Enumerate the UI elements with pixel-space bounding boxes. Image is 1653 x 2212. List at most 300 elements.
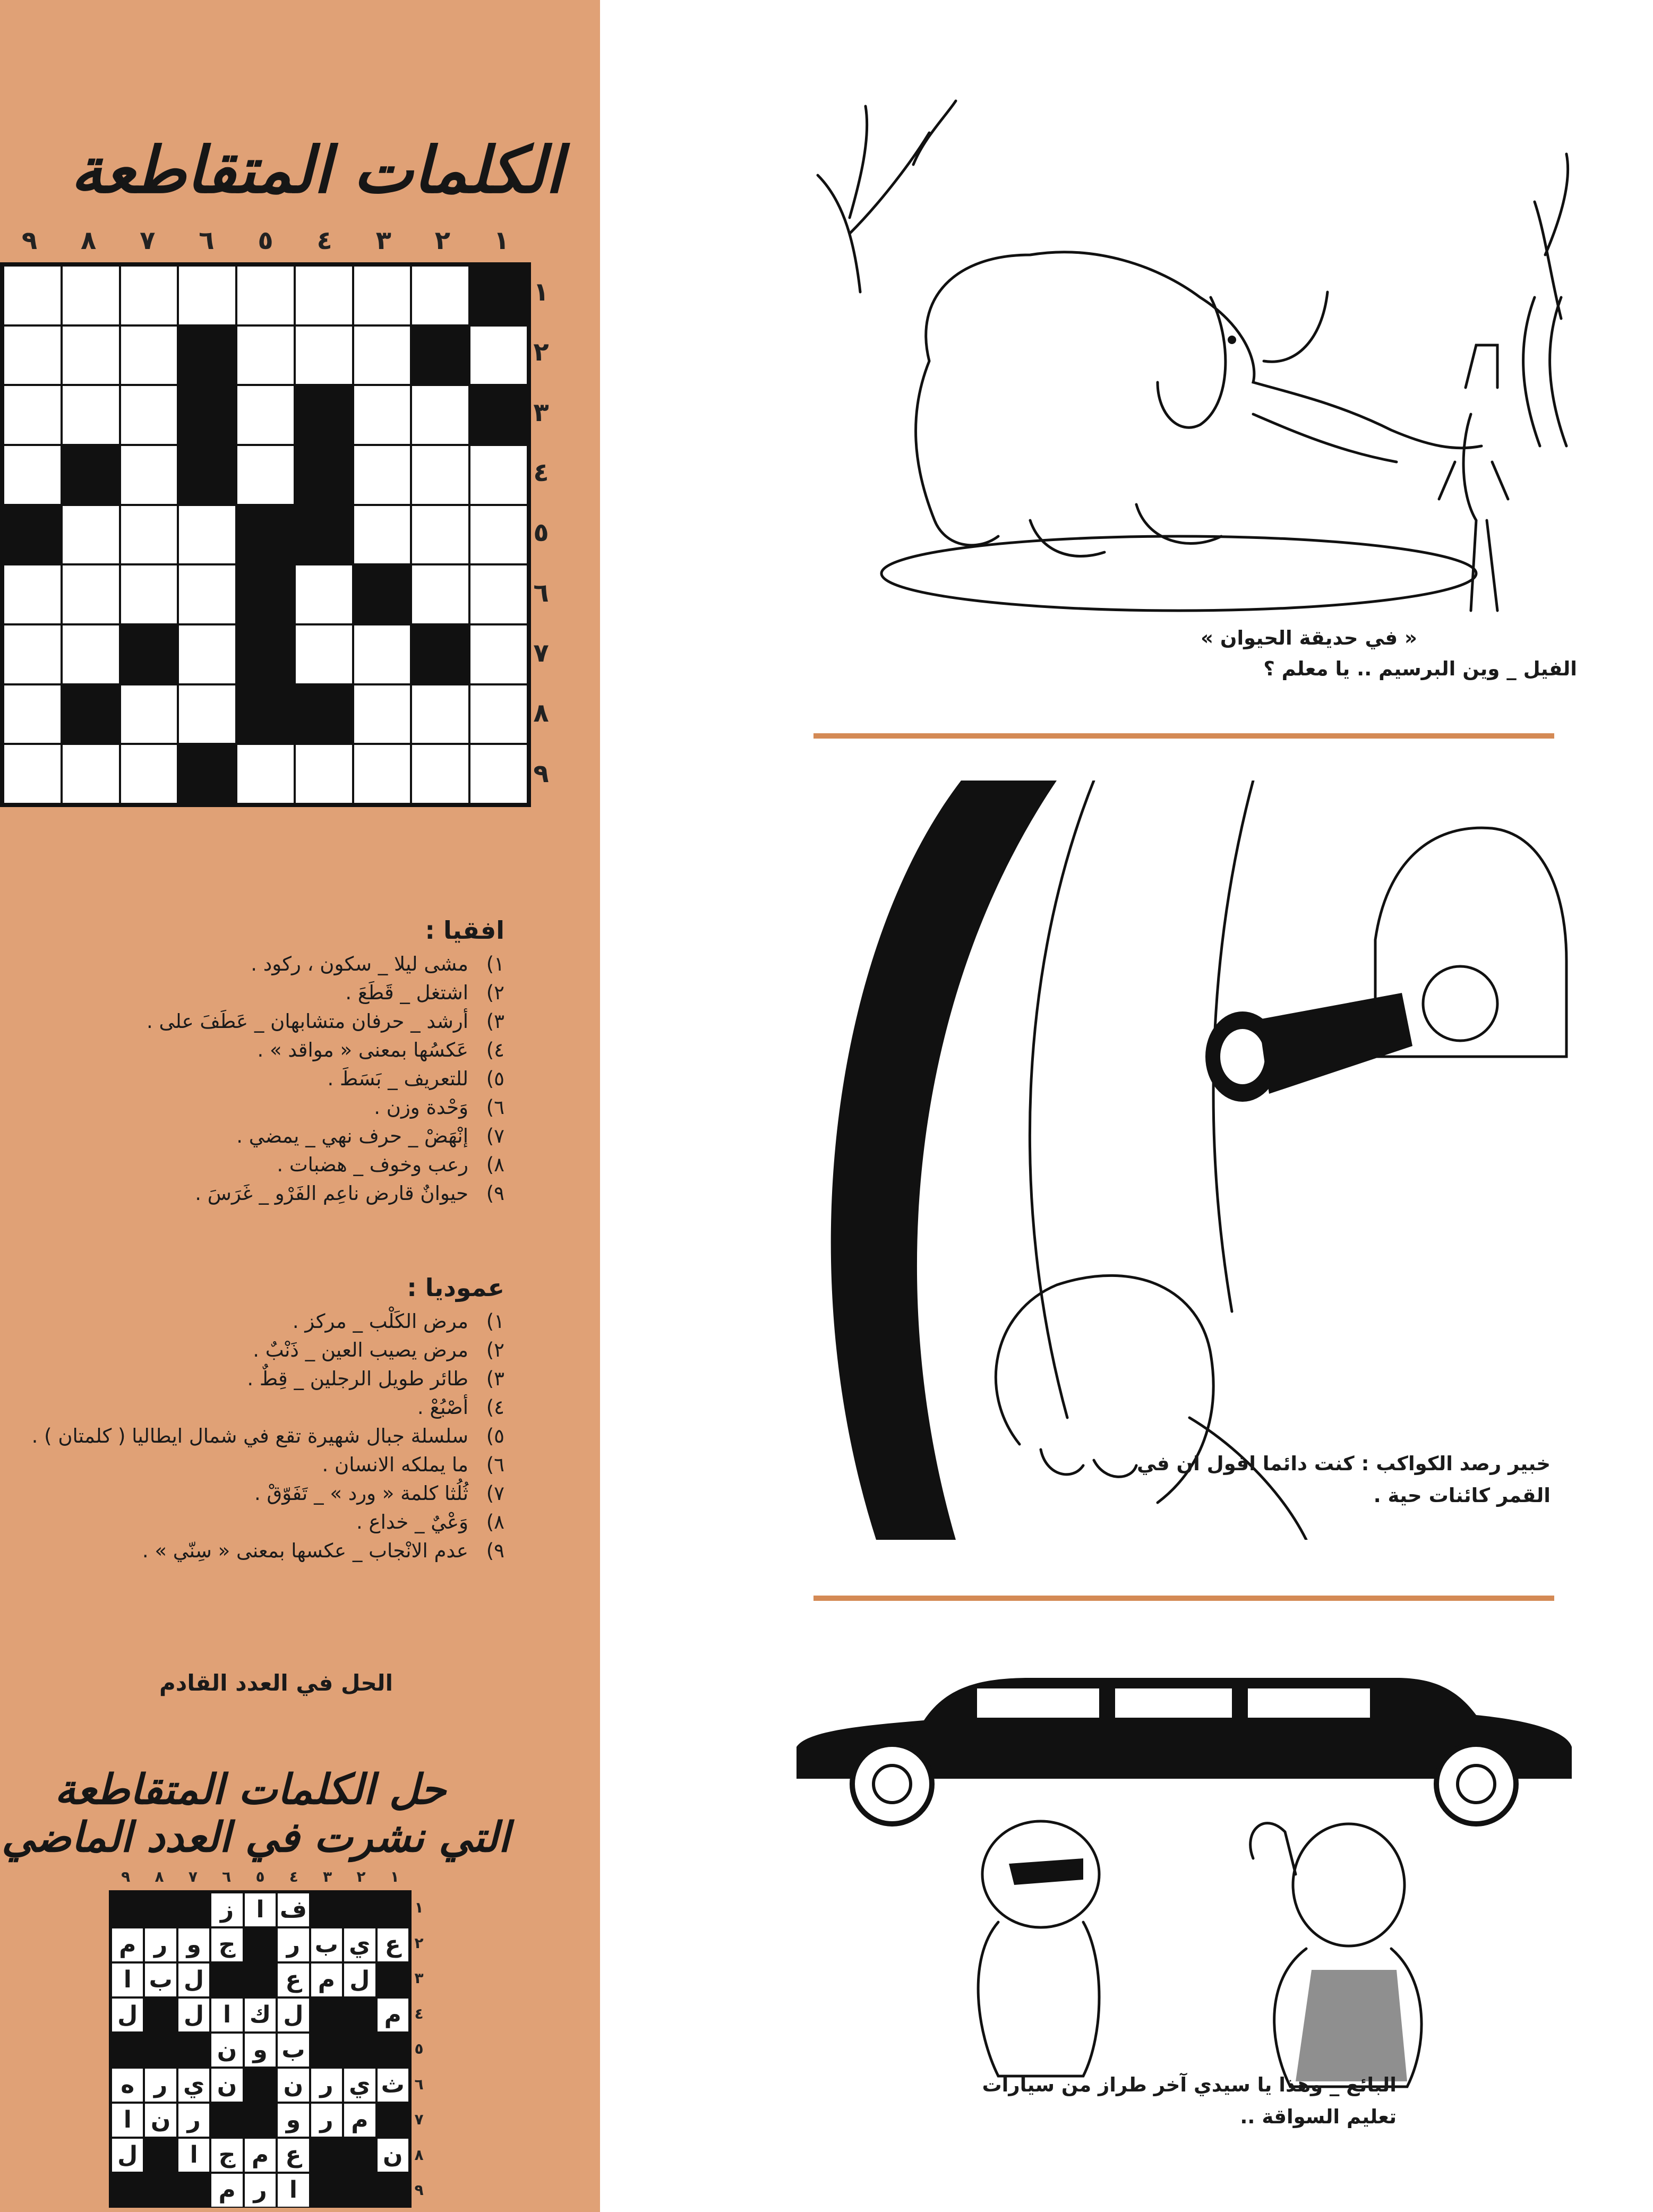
solution-cell: ن [144,2103,177,2138]
main-row-5: ٥ [533,518,549,548]
solution-cell: ر [244,2173,277,2208]
sol-col-6: ٦ [222,1868,232,1885]
crossword-cell[interactable] [178,624,236,684]
across-clue [13,1036,504,1065]
down-clue-list [13,1307,504,1565]
crossword-cell[interactable] [236,744,295,804]
crossword-cell[interactable] [353,385,412,445]
sol-col-2: ٢ [356,1868,366,1885]
fence-arc [1523,297,1566,446]
black-cell [62,684,120,744]
clue-number: ٨) [486,1153,504,1176]
sol-row-2: ٢ [414,1934,424,1952]
solution-cell: ا [111,1962,144,1997]
solution-black-cell [343,2138,376,2173]
solution-black-cell [310,1892,343,1927]
solution-black-cell [376,1962,409,1997]
crossword-cell[interactable] [469,684,528,744]
crossword-cell[interactable] [353,325,412,385]
main-col-3: ٣ [375,226,391,255]
elephant-body [916,252,1481,556]
solution-cell: م [310,1962,343,1997]
solution-cell: ل [343,1962,376,1997]
main-col-5: ٥ [258,226,273,255]
clue-text: حيوانٌ قارض ناعِم الفَرْو _ غَرَسَ . [195,1182,468,1205]
solution-black-cell [210,2103,243,2138]
crossword-cell[interactable] [3,564,62,624]
solution-cell: ع [277,2138,310,2173]
crossword-cell[interactable] [178,684,236,744]
solution-black-cell [111,1892,144,1927]
down-heading: عموديا : [407,1273,504,1302]
clue-number: ٩) [486,1182,504,1205]
black-cell [353,564,412,624]
solution-black-cell [244,1962,277,1997]
solution-black-cell [177,2173,210,2208]
solution-title-line2: التي نشرت في العدد الماضي [2,1813,510,1862]
clue-number: ٤) [486,1396,504,1419]
solution-cell: و [177,1927,210,1962]
clue-text: إنْهَضْ _ حرف نهي _ يمضي . [236,1125,468,1147]
next-issue-note: الحل في العدد القادم [159,1670,393,1696]
sol-col-4: ٤ [289,1868,298,1885]
crossword-cell[interactable] [236,445,295,505]
crossword-grid[interactable] [0,262,531,807]
caption-3-line2: تعليم السواقة .. [1240,2105,1397,2128]
crossword-cell[interactable] [295,624,353,684]
solution-column-numbers [109,1868,412,1885]
elephant-tusk [1264,292,1327,362]
solution-cell: ب [310,1927,343,1962]
black-cell [411,325,469,385]
clue-text: أرشد _ حرفان متشابهان _ عَطَفَ على . [146,1010,468,1033]
crossword-cell[interactable] [469,325,528,385]
solution-black-cell [376,2103,409,2138]
crossword-cell[interactable] [469,624,528,684]
solution-cell: ع [376,1927,409,1962]
solution-title-line1: حل الكلمات المتقاطعة [54,1765,446,1814]
down-clue [13,1537,504,1565]
clue-text: وَعْيٌ _ خداع . [356,1511,468,1533]
crossword-cell[interactable] [62,265,120,325]
across-clue [13,1122,504,1151]
clue-number: ٧) [486,1125,504,1147]
solution-cell: ل [111,2138,144,2173]
black-cell [295,445,353,505]
solution-cell: ز [210,1892,243,1927]
solution-black-cell [177,2033,210,2068]
crossword-cell[interactable] [236,385,295,445]
down-clue [13,1422,504,1451]
sol-row-9: ٩ [414,2181,424,2199]
solution-cell: م [244,2138,277,2173]
crossword-cell[interactable] [62,325,120,385]
crossword-cell[interactable] [295,265,353,325]
clue-text: مشى ليلا _ سكون ، ركود . [251,953,468,975]
solution-black-cell [343,2173,376,2208]
crossword-cell[interactable] [178,564,236,624]
solution-cell: م [210,2173,243,2208]
across-clue [13,950,504,979]
crossword-cell[interactable] [353,505,412,565]
clue-number: ٨) [486,1511,504,1533]
solution-cell: ل [177,1997,210,2033]
black-cell [469,385,528,445]
rear-wheel [1436,1744,1516,1824]
clue-number: ٦) [486,1096,504,1119]
solution-cell: و [244,2033,277,2068]
crossword-cell[interactable] [411,505,469,565]
solution-cell: ل [277,1997,310,2033]
astronomer-coat [1189,1418,1306,1540]
solution-black-cell [144,2138,177,2173]
clue-text: رعب وخوف _ هضبات . [277,1153,468,1176]
main-col-1: ١ [493,226,510,255]
solution-cell: ج [210,2138,243,2173]
sol-col-7: ٧ [188,1868,198,1885]
solution-black-cell [244,2068,277,2103]
black-cell [236,684,295,744]
solution-black-cell [144,2173,177,2208]
crossword-cell[interactable] [62,624,120,684]
solution-cell: م [111,1927,144,1962]
solution-cell: و [277,2103,310,2138]
crossword-cell[interactable] [469,445,528,505]
sol-col-9: ٩ [121,1868,131,1885]
elephant-ear [1158,297,1226,427]
crossword-cell[interactable] [3,385,62,445]
sol-row-6: ٦ [414,2075,424,2093]
black-cell [236,505,295,565]
main-col-7: ٧ [140,226,156,255]
clue-number: ٢) [486,1339,504,1361]
solution-cell: ه [111,2068,144,2103]
solution-cell: ا [111,2103,144,2138]
black-cell [469,265,528,325]
crossword-cell[interactable] [120,505,178,565]
telescope-tube [1258,993,1412,1094]
solution-black-cell [376,1892,409,1927]
down-clue [13,1393,504,1422]
black-cell [178,325,236,385]
down-clue [13,1336,504,1365]
solution-cell: ع [277,1962,310,1997]
solution-black-cell [144,1892,177,1927]
solution-cell: ر [277,1927,310,1962]
crossword-cell[interactable] [62,744,120,804]
solution-black-cell [310,2173,343,2208]
solution-cell: ا [177,2138,210,2173]
solution-cell: ن [277,2068,310,2103]
crossword-cell[interactable] [353,684,412,744]
caption-2-line2: القمر كائنات حية . [1373,1484,1551,1507]
crossword-cell[interactable] [3,624,62,684]
clue-text: ثُلُثا كلمة « ورد » _ تَفَوّقْ . [254,1482,468,1505]
solution-black-cell [343,1997,376,2033]
solution-cell: ل [177,1962,210,1997]
main-row-6: ٦ [533,578,549,608]
clue-text: عدم الانْجاب _ عكسها بمعنى « سِنّي » . [142,1539,468,1562]
crossword-cell[interactable] [411,684,469,744]
crossword-cell[interactable] [236,265,295,325]
down-clue [13,1307,504,1336]
crossword-cell[interactable] [3,325,62,385]
clue-text: ما يملكه الانسان . [322,1453,468,1476]
black-cell [236,564,295,624]
sol-col-8: ٨ [155,1868,164,1885]
solution-black-cell [343,1892,376,1927]
down-clue [13,1451,504,1479]
solution-black-cell [144,1997,177,2033]
crossword-cell[interactable] [3,744,62,804]
crossword-cell[interactable] [411,385,469,445]
solution-cell: ر [144,2068,177,2103]
main-row-3: ٣ [533,397,549,427]
sol-col-1: ١ [390,1868,399,1885]
across-clues [13,916,504,1208]
across-clue-list [13,950,504,1208]
main-col-6: ٦ [199,226,215,255]
solution-cell: ا [210,1997,243,2033]
crossword-cell[interactable] [120,325,178,385]
across-clue [13,1179,504,1208]
sol-row-4: ٤ [414,2004,424,2022]
black-cell [295,684,353,744]
crossword-cell[interactable] [353,624,412,684]
down-clues [13,1273,504,1565]
sol-row-1: ١ [414,1899,424,1916]
black-cell [62,445,120,505]
sol-col-3: ٣ [323,1868,332,1885]
main-row-1: ١ [533,277,549,307]
crossword-cell[interactable] [411,744,469,804]
black-cell [178,744,236,804]
clue-number: ١) [486,1310,504,1333]
solution-cell: ر [310,2103,343,2138]
black-cell [178,385,236,445]
clue-number: ٩) [486,1539,504,1562]
main-row-8: ٨ [533,698,549,728]
solution-black-cell [343,2033,376,2068]
main-col-4: ٤ [316,226,332,255]
solution-black-cell [244,2103,277,2138]
solution-cell: ا [277,2173,310,2208]
crossword-cell[interactable] [295,564,353,624]
solution-cell: م [343,2103,376,2138]
across-clue [13,1065,504,1093]
clue-text: اشتغل _ قَطَعَ . [345,981,468,1004]
observatory-dark-wall [831,781,1057,1540]
solution-cell: ب [144,1962,177,1997]
sol-row-5: ٥ [414,2040,424,2057]
main-row-4: ٤ [533,457,549,487]
crossword-cell[interactable] [3,684,62,744]
crossword-cell[interactable] [120,684,178,744]
down-clue [13,1365,504,1393]
solution-cell: ل [111,1997,144,2033]
crossword-cell[interactable] [469,505,528,565]
sol-row-3: ٣ [414,1969,424,1987]
tree-right [1535,154,1568,319]
solution-cell: ر [310,2068,343,2103]
seller-head [1293,1824,1404,1946]
solution-cell: ن [210,2068,243,2103]
seller-jacket [1296,1970,1407,2081]
clue-number: ١) [486,953,504,975]
sol-row-7: ٧ [414,2111,424,2128]
across-clue [13,979,504,1007]
clue-text: عَكسُها بمعنى « مواقد » . [257,1039,468,1061]
solution-cell: ج [210,1927,243,1962]
main-row-7: ٧ [533,638,549,668]
solution-black-cell [111,2033,144,2068]
clue-text: وَحْدة وزن . [374,1096,468,1119]
solution-cell: ن [210,2033,243,2068]
solution-cell: ي [343,1927,376,1962]
crossword-cell[interactable] [120,385,178,445]
black-cell [3,505,62,565]
solution-black-cell [310,2138,343,2173]
crossword-cell[interactable] [353,265,412,325]
crossword-cell[interactable] [295,744,353,804]
crossword-cell[interactable] [411,445,469,505]
keeper [1439,414,1508,611]
crossword-cell[interactable] [178,505,236,565]
main-row-2: ٢ [533,337,549,367]
main-col-8: ٨ [81,226,97,255]
solution-cell: ب [277,2033,310,2068]
solution-black-cell [310,2033,343,2068]
solution-black-cell [376,2173,409,2208]
caption-2-line1: خبير رصد الكواكب : كنت دائما اقول ان في [1136,1452,1551,1475]
crossword-cell[interactable] [62,385,120,445]
elephant-cartoon [754,42,1604,621]
solution-black-cell [177,1892,210,1927]
main-col-9: ٩ [21,226,38,255]
crossword-title: الكلمات المتقاطعة [70,133,563,208]
crossword-cell[interactable] [295,325,353,385]
crossword-cell[interactable] [353,445,412,505]
black-cell [295,505,353,565]
clue-number: ٢) [486,981,504,1004]
clue-number: ٣) [486,1010,504,1033]
black-cell [120,624,178,684]
crossword-cell[interactable] [120,445,178,505]
clue-text: مرض يصيب العين _ ذَنْبٌ . [253,1339,468,1361]
crossword-cell[interactable] [411,265,469,325]
solution-grid [109,1890,412,2208]
down-clue [13,1508,504,1537]
black-cell [411,624,469,684]
crossword-cell[interactable] [62,564,120,624]
crossword-cell[interactable] [120,564,178,624]
clue-text: للتعريف _ بَسَطَ . [327,1067,468,1090]
solution-cell: ي [177,2068,210,2103]
caption-3-line1: البائع _ وهذا يا سيدي آخر طراز من سيارات [982,2073,1397,2096]
crossword-cell[interactable] [3,445,62,505]
across-heading: افقيا : [425,916,504,945]
front-wheel [852,1744,932,1824]
sol-col-5: ٥ [255,1868,265,1885]
crossword-cell[interactable] [411,564,469,624]
car-salesman-cartoon [786,1673,1582,2097]
crossword-cell[interactable] [469,744,528,804]
separator-2 [813,1596,1554,1601]
caption-1-line1: « في حديقة الحيوان » [1201,627,1417,649]
crossword-cell[interactable] [236,325,295,385]
solution-cell: ك [244,1997,277,2033]
tree-left [818,101,956,292]
clue-number: ٥) [486,1425,504,1447]
crossword-cell[interactable] [178,265,236,325]
main-row-9: ٩ [533,758,549,788]
black-cell [236,624,295,684]
down-clue [13,1479,504,1508]
solution-cell: ف [277,1892,310,1927]
separator-1 [813,733,1554,739]
clue-text: أصْبُعْ . [417,1396,468,1419]
across-clue [13,1007,504,1036]
solution-cell: ث [376,2068,409,2103]
solution-black-cell [111,2173,144,2208]
solution-cell: ر [144,1927,177,1962]
solution-cell: ر [177,2103,210,2138]
solution-black-cell [376,2033,409,2068]
clue-text: سلسلة جبال شهيرة تقع في شمال ايطاليا ( كلمتان ) . [31,1425,468,1447]
solution-black-cell [244,1927,277,1962]
buyer-sunglasses [1009,1858,1083,1885]
clue-text: مرض الكَلْب _ مركز . [292,1310,468,1333]
solution-black-cell [210,1962,243,1997]
clue-number: ٧) [486,1482,504,1505]
crossword-cell[interactable] [469,564,528,624]
clue-number: ٣) [486,1367,504,1390]
observer-head [1423,966,1497,1041]
across-clue [13,1093,504,1122]
sol-row-8: ٨ [414,2146,424,2164]
crossword-row-numbers [530,262,552,804]
solution-black-cell [144,2033,177,2068]
crossword-cell[interactable] [120,265,178,325]
elephant-eye [1228,336,1236,344]
solution-row-numbers [412,1890,426,2208]
solution-cell: م [376,1997,409,2033]
crossword-cell[interactable] [353,744,412,804]
caption-1-line2: الفيل _ وين البرسيم .. يا معلم ؟ [1263,657,1577,680]
crossword-cell[interactable] [120,744,178,804]
solution-black-cell [310,1997,343,2033]
buyer-body [978,1922,1099,2076]
dome-line-1 [1030,781,1094,1418]
across-clue [13,1151,504,1179]
clue-text: طائر طويل الرجلين _ قِطٌ . [247,1367,468,1390]
crossword-cell[interactable] [62,505,120,565]
astronomer-cartoon [818,781,1572,1540]
crossword-column-numbers [0,226,531,255]
main-col-2: ٢ [434,226,450,255]
solution-cell: ي [343,2068,376,2103]
black-cell [178,445,236,505]
pedestal [881,536,1476,611]
solution-cell: ن [376,2138,409,2173]
solution-cell: ا [244,1892,277,1927]
seller-hand [1251,1823,1296,1874]
clue-number: ٦) [486,1453,504,1476]
clue-number: ٥) [486,1067,504,1090]
keeper-hat [1466,345,1497,388]
crossword-cell[interactable] [3,265,62,325]
clue-number: ٤) [486,1039,504,1061]
